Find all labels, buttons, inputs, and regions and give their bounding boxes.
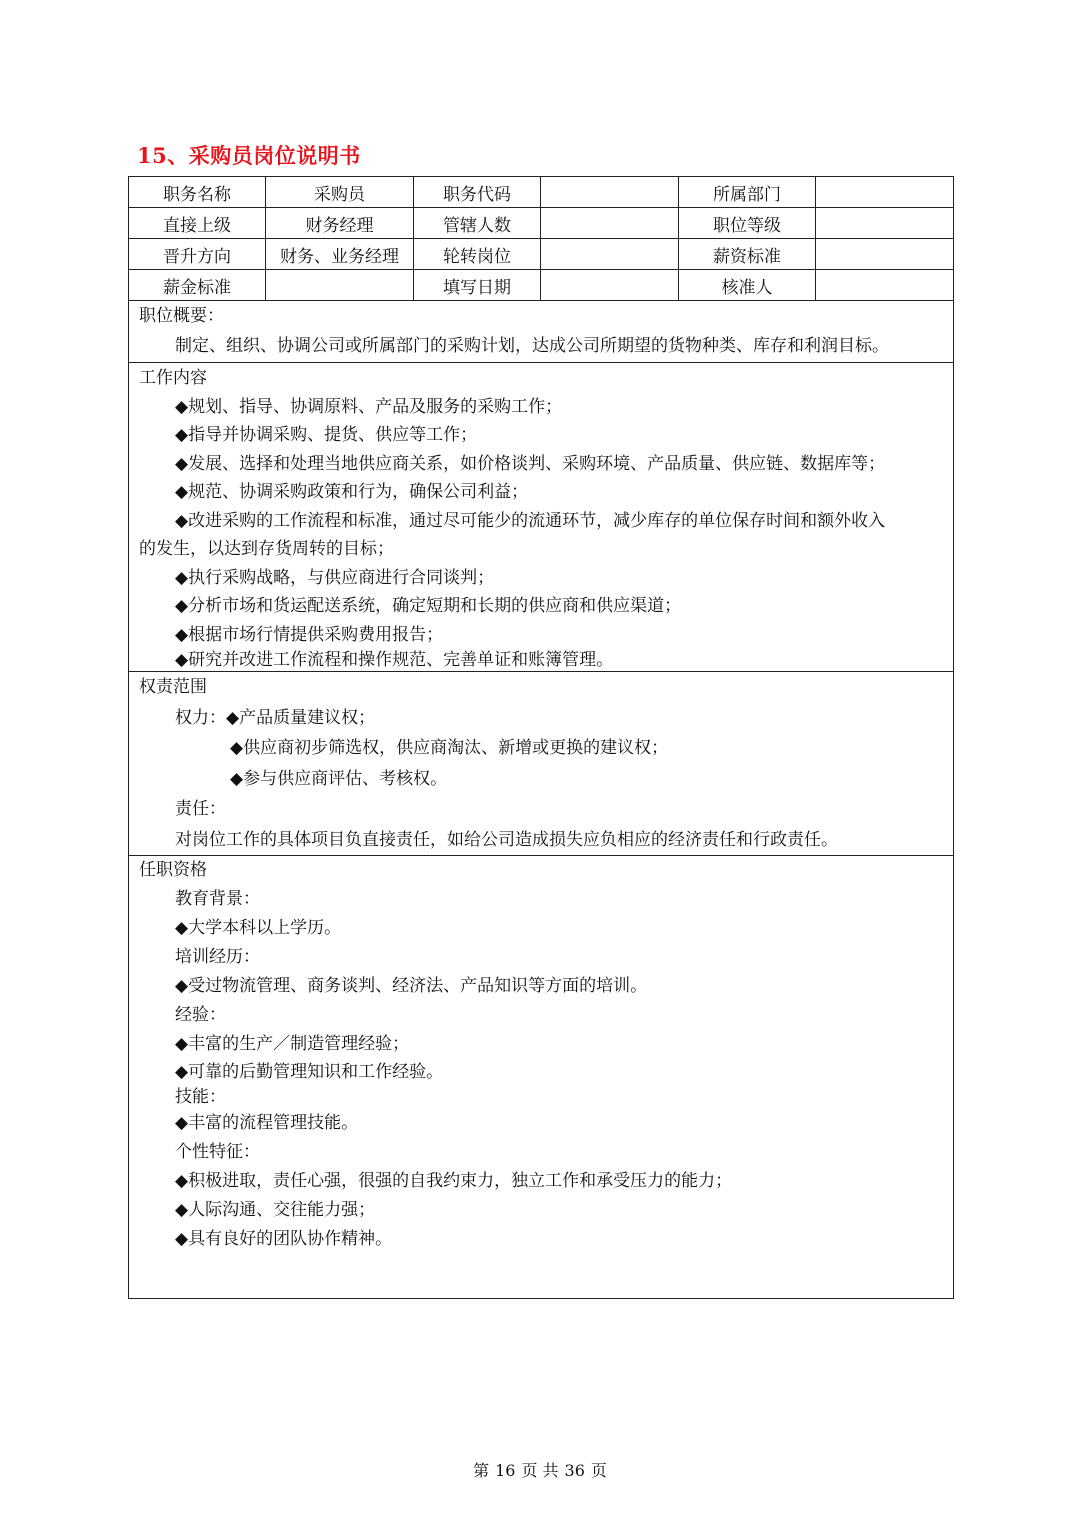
qualification-item: ◆积极进取，责任心强，很强的自我约束力，独立工作和承受压力的能力； xyxy=(175,1171,733,1191)
qualification-item: ◆可靠的后勤管理知识和工作经验。 xyxy=(175,1062,444,1082)
info-row-4 xyxy=(129,270,954,301)
duty-item: ◆规划、指导、协调原料、产品及服务的采购工作； xyxy=(175,396,563,417)
field-value xyxy=(816,239,954,270)
qualification-label: 个性特征： xyxy=(175,1142,260,1162)
footer-middle: 页 共 xyxy=(521,1461,559,1480)
field-label: 核准人 xyxy=(679,270,816,301)
duty-item: ◆改进采购的工作流程和标准，通过尽可能少的流通环节，减少库存的单位保存时间和额外收入 xyxy=(175,510,886,531)
qualification-item: ◆人际沟通、交往能力强； xyxy=(175,1200,376,1220)
power-line xyxy=(139,703,945,734)
field-value: 财务经理 xyxy=(266,208,414,239)
summary-text: 制定、组织、协调公司或所属部门的采购计划，达成公司所期望的货物种类、库存和利润目标。 xyxy=(175,336,889,356)
authority-section xyxy=(129,672,954,856)
qualification-item: ◆丰富的流程管理技能。 xyxy=(175,1113,359,1133)
field-label: 职位等级 xyxy=(679,208,816,239)
field-value xyxy=(816,208,954,239)
qualification-label: 培训经历： xyxy=(175,947,260,967)
field-value xyxy=(541,239,679,270)
summary-heading: 职位概要： xyxy=(139,306,224,326)
power-label: 权力： xyxy=(175,707,226,728)
field-label: 晋升方向 xyxy=(129,239,266,270)
duty-item: ◆分析市场和货运配送系统，确定短期和长期的供应商和供应渠道； xyxy=(175,596,682,616)
duty-item: ◆发展、选择和处理当地供应商关系，如价格谈判、采购环境、产品质量、供应链、数据库等； xyxy=(175,453,886,474)
info-row-1 xyxy=(129,177,954,208)
job-description-table xyxy=(128,176,954,1299)
qualification-item: ◆具有良好的团队协作精神。 xyxy=(175,1229,393,1249)
qualification-item: ◆大学本科以上学历。 xyxy=(175,918,342,938)
authority-heading: 权责范围 xyxy=(139,677,207,697)
field-label: 轮转岗位 xyxy=(414,239,541,270)
field-value xyxy=(266,270,414,301)
duty-item-continued: 的发生，以达到存货周转的目标； xyxy=(139,539,394,559)
qualification-item: ◆丰富的生产／制造管理经验； xyxy=(175,1034,410,1054)
field-label: 职务代码 xyxy=(414,177,541,208)
field-value xyxy=(541,208,679,239)
field-value: 财务、业务经理 xyxy=(266,239,414,270)
qualifications-heading: 任职资格 xyxy=(139,860,207,880)
footer-prefix: 第 xyxy=(473,1461,490,1480)
field-label: 直接上级 xyxy=(129,208,266,239)
field-label: 薪金标准 xyxy=(129,270,266,301)
qualification-label: 经验： xyxy=(175,1005,226,1025)
total-page-number: 36 xyxy=(564,1461,585,1480)
duties-heading: 工作内容 xyxy=(139,368,207,388)
power-item: ◆参与供应商评估、考核权。 xyxy=(230,768,448,789)
duty-item: ◆研究并改进工作流程和操作规范、完善单证和账簿管理。 xyxy=(175,650,614,670)
document-title: 15、采购员岗位说明书 xyxy=(137,143,361,168)
field-value: 采购员 xyxy=(266,177,414,208)
power-item: ◆供应商初步筛选权，供应商淘汰、新增或更换的建议权； xyxy=(230,738,669,758)
qualification-item: ◆受过物流管理、商务谈判、经济法、产品知识等方面的培训。 xyxy=(175,976,648,996)
summary-section xyxy=(129,301,954,363)
field-value xyxy=(541,270,679,301)
power-item: ◆产品质量建议权； xyxy=(226,707,376,728)
duty-item: ◆指导并协调采购、提货、供应等工作； xyxy=(175,425,478,445)
duty-item: ◆根据市场行情提供采购费用报告； xyxy=(175,624,444,645)
duty-item: ◆规范、协调采购政策和行为，确保公司利益； xyxy=(175,482,529,502)
field-value xyxy=(816,177,954,208)
qualification-label: 教育背景： xyxy=(175,889,260,909)
info-row-2 xyxy=(129,208,954,239)
qualification-label: 技能： xyxy=(175,1087,226,1107)
field-value xyxy=(541,177,679,208)
duty-text: 对岗位工作的具体项目负直接责任，如给公司造成损失应负相应的经济责任和行政责任。 xyxy=(175,829,838,850)
duty-label: 责任： xyxy=(175,799,226,819)
info-row-3 xyxy=(129,239,954,270)
field-label: 管辖人数 xyxy=(414,208,541,239)
qualifications-section xyxy=(129,856,954,1299)
field-label: 所属部门 xyxy=(679,177,816,208)
current-page-number: 16 xyxy=(495,1461,516,1480)
field-label: 职务名称 xyxy=(129,177,266,208)
duties-section xyxy=(129,363,954,672)
footer-suffix: 页 xyxy=(590,1461,607,1480)
field-value xyxy=(816,270,954,301)
duty-item: ◆执行采购战略，与供应商进行合同谈判； xyxy=(175,567,495,588)
field-label: 薪资标准 xyxy=(679,239,816,270)
page-footer xyxy=(0,1458,1080,1481)
field-label: 填写日期 xyxy=(414,270,541,301)
